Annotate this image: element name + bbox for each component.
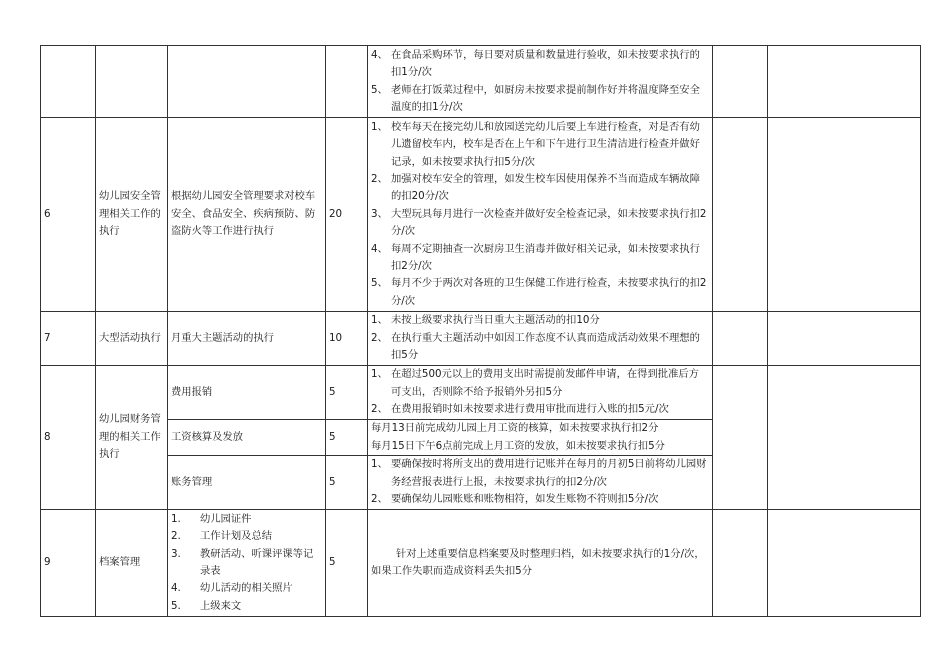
criteria-line: 5、 老师在打饭菜过程中，如厨房未按要求提前制作好并将温度降至安全温度的扣1分/次 [371,83,700,113]
content-list-item: 5. 上级来文 [171,599,242,612]
content-cell: 月重大主题活动的执行 [168,312,326,366]
criteria-line: 5、 每月不少于两次对各班的卫生保健工作进行检查，未按要求执行的扣2分/次 [371,277,707,307]
no-cell [41,46,96,118]
blank-cell [768,118,921,312]
content-cell: 工资核算及发放 [168,420,326,456]
table-row [41,366,921,420]
criteria-line: 2、 加强对校车安全的管理，如发生校车因使用保养不当而造成车辆故障的扣20分/次 [371,172,700,203]
blank-cell [768,366,921,510]
content-list-item: 3. 教研活动、听课评课等记录表 [171,547,314,577]
no-cell: 7 [41,312,96,366]
score-cell: 10 [326,312,368,366]
content-cell [168,46,326,118]
criteria-line: 1、 未按上级要求执行当日重大主题活动的扣10分 [371,314,600,327]
criteria-line: 2、 在执行重大主题活动中如因工作态度不认真而造成活动效果不理想的扣5分 [371,331,700,362]
score-cell: 20 [326,118,368,312]
criteria-line: 1、 要确保按时将所支出的费用进行记账并在每月的月初5日前将幼儿园财务经营报表进行上报，未按要求执行的扣2分/次 [371,458,707,488]
table-row [41,312,921,366]
score-cell: 5 [326,420,368,456]
blank-cell [713,510,768,617]
criteria-line: 3、 大型玩具每月进行一次检查并做好安全检查记录，如未按要求执行扣2分/次 [371,207,707,238]
blank-cell [713,312,768,366]
blank-cell [713,366,768,510]
criteria-line: 2、 要确保幼儿园账账和账物相符，如发生账物不符则扣5分/次 [371,493,659,506]
content-cell: 费用报销 [168,366,326,420]
blank-cell [713,46,768,118]
table-row [41,118,921,312]
criteria-cell [368,46,713,118]
blank-cell [768,510,921,617]
content-cell: 根据幼儿园安全管理要求对校车安全、食品安全、疾病预防、防盗防火等工作进行执行 [168,118,326,312]
no-cell: 8 [41,366,96,510]
assessment-table [40,45,921,617]
table-row [41,46,921,118]
content-list-item: 2. 工作计划及总结 [171,530,273,543]
criteria-line: 4、 在食品采购环节，每日要对质量和数量进行验收，如未按要求执行的扣1分/次 [371,48,700,79]
criteria-cell [368,312,713,366]
criteria-line: 1、 在超过500元以上的费用支出时需提前发邮件申请，在得到批准后方可支出，否则除不给予报销外另扣5分 [371,368,699,398]
criteria-line: 每月15日下午6点前完成上月工资的发放，如未按要求执行扣5分 [371,439,665,452]
score-cell: 5 [326,456,368,510]
item-cell: 档案管理 [96,510,168,617]
content-cell: 账务管理 [168,456,326,510]
blank-cell [713,118,768,312]
criteria-cell [368,366,713,420]
blank-cell [768,46,921,118]
criteria-cell [368,510,713,617]
content-cell [168,510,326,617]
no-cell: 6 [41,118,96,312]
item-cell: 幼儿园安全管理相关工作的执行 [96,118,168,312]
criteria-line: 每月13日前完成幼儿园上月工资的核算，如未按要求执行扣2分 [371,422,659,435]
criteria-cell [368,420,713,456]
table-row [41,510,921,617]
criteria-cell [368,118,713,312]
item-cell: 幼儿园财务管理的相关工作执行 [96,366,168,510]
content-list-item: 4. 幼儿活动的相关照片 [171,582,293,595]
criteria-line: 4、 每周不定期抽查一次厨房卫生消毒并做好相关记录，如未按要求执行扣2分/次 [371,242,700,273]
score-cell: 5 [326,510,368,617]
criteria-line: 2、 在费用报销时如未按要求进行费用审批而进行入账的扣5元/次 [371,403,669,416]
score-cell [326,46,368,118]
no-cell: 9 [41,510,96,617]
content-list-item: 1. 幼儿园证件 [171,512,252,525]
item-cell: 大型活动执行 [96,312,168,366]
score-cell: 5 [326,366,368,420]
item-cell [96,46,168,118]
blank-cell [768,312,921,366]
criteria-paragraph: 针对上述重要信息档案要及时整理归档，如未按要求执行的1分/次，如果工作失职而造成资料丢失扣5分 [371,547,705,577]
criteria-cell [368,456,713,510]
criteria-line: 1、 校车每天在接完幼儿和放园送完幼儿后要上车进行检查，对是否有幼儿遗留校车内，校车是否在上午和下午进行卫生清洁进行检查并做好记录，如未按要求执行扣5分/次 [371,120,700,168]
